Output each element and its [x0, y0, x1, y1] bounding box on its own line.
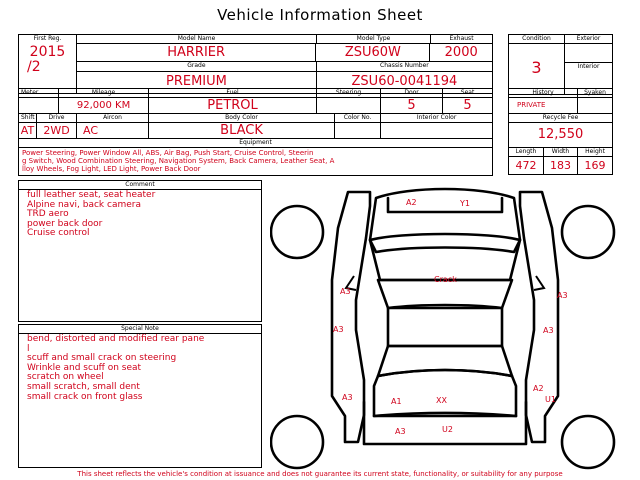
first-reg-cell	[19, 35, 77, 94]
mark-y1: Y1	[460, 199, 470, 208]
comment-line: power back door	[27, 218, 103, 229]
mark-a3-left-upper: A3	[340, 287, 351, 296]
disclaimer-footer: This sheet reflects the vehicle's condition at issuance and does not guarantee its current state, functionality, or suitability for any purpose	[77, 470, 563, 478]
right-mirror-icon	[534, 276, 544, 290]
shift-value: AT	[20, 124, 35, 137]
seat-label: Seat	[460, 89, 475, 96]
roof-outline	[388, 308, 502, 346]
fuel-label: Fuel	[226, 89, 239, 96]
body-color-value: BLACK	[220, 123, 263, 138]
special-note-line: small crack on front glass	[27, 391, 143, 402]
body-color-label: Body Color	[225, 114, 258, 121]
comment-box	[18, 180, 262, 322]
length-label: Length	[515, 148, 537, 155]
condition-value: 3	[531, 58, 542, 77]
comment-line: full leather seat, seat heater	[27, 190, 156, 200]
width-label: Width	[551, 148, 570, 155]
aircon-label: Aircon	[103, 114, 122, 121]
model-type-label: Model Type	[356, 35, 391, 42]
mileage-value: 92,000 KM	[76, 100, 131, 111]
mark-a3-right-mid: A3	[543, 326, 554, 335]
special-note-line: small scratch, small dent	[27, 381, 140, 392]
model-name-label: Model Name	[177, 35, 216, 42]
first-reg-label: First Reg.	[33, 35, 62, 42]
comment-line: Alpine navi, back camera	[27, 199, 141, 210]
special-note-line: bend, distorted and modified rear pane	[27, 334, 205, 344]
rear-bumper-outline	[364, 402, 526, 444]
model-name-value: HARRIER	[77, 44, 316, 61]
spec-grid	[18, 88, 493, 176]
seat-value: 5	[463, 98, 472, 113]
mark-a2-right-lower: A2	[533, 384, 544, 393]
equipment-label: Equipment	[239, 139, 272, 146]
history-value: PRIVATE	[517, 101, 546, 109]
wheel-rear-right-icon	[562, 416, 614, 468]
grade-value: PREMIUM	[77, 72, 317, 93]
top-body-outline	[370, 189, 520, 252]
exhaust-label: Exhaust	[449, 35, 474, 42]
equipment-line-3: lloy Wheels, Fog Light, LED Light, Power Back Door	[22, 165, 201, 173]
mark-a3-right-upper: A3	[557, 291, 568, 300]
condition-label: Condition	[522, 35, 551, 42]
interior-label: Interior	[565, 62, 612, 94]
special-note-line: Wrinkle and scuff on seat	[27, 362, 142, 373]
door-value: 5	[407, 98, 416, 113]
grade-label: Grade	[77, 62, 317, 71]
comment-line: Cruise control	[27, 228, 90, 239]
exhaust-value: 2000	[444, 45, 478, 60]
special-note-box	[18, 324, 262, 468]
drive-label: Drive	[48, 114, 65, 121]
windshield-outline	[378, 280, 512, 308]
special-note-line: l	[27, 343, 30, 354]
rear-window-outline	[378, 346, 512, 376]
comment-label: Comment	[19, 181, 261, 190]
mark-a1: A1	[391, 397, 402, 406]
door-label: Door	[404, 89, 419, 96]
wheel-front-right-icon	[562, 206, 614, 258]
wheel-front-left-icon	[271, 206, 323, 258]
height-value: 169	[584, 159, 606, 172]
width-value: 183	[550, 159, 571, 172]
comment-line: TRD aero	[27, 209, 69, 220]
special-note-line: scuff and small crack on steering	[27, 353, 177, 364]
mark-a3-left-mid: A3	[333, 325, 344, 334]
hood-outline	[370, 234, 520, 280]
length-value: 472	[515, 159, 537, 172]
equipment-line-2: g Switch, Wood Combination Steering, Navigation System, Back Camera, Leather Seat, A	[22, 157, 335, 165]
drive-value: 2WD	[43, 124, 70, 137]
meter-label: Meter	[21, 89, 39, 96]
interior-color-label: Interior Color	[416, 114, 457, 121]
wheel-rear-left-icon	[271, 416, 323, 468]
special-note-label: Special Note	[19, 325, 261, 334]
chassis-value: ZSU60-0041194	[351, 74, 458, 89]
model-type-value: ZSU60W	[316, 44, 430, 61]
mark-a3-bottom: A3	[395, 427, 406, 436]
mark-a3-left-lower: A3	[342, 393, 353, 402]
shift-label: Shift	[21, 114, 35, 121]
equipment-line-1: Power Steering, Power Window All, ABS, Air Bag, Push Start, Cruise Control, Steerin	[22, 149, 314, 157]
chassis-label: Chassis Number	[380, 62, 429, 69]
steering-label: Steering	[335, 89, 362, 96]
color-no-label: Color No.	[343, 114, 372, 121]
recycle-fee-label: Recycle Fee	[542, 114, 579, 121]
mileage-label: Mileage	[91, 89, 116, 96]
mark-crack: Crack	[434, 275, 457, 284]
first-reg-month: /2	[27, 59, 41, 75]
syaken-label: Syaken	[584, 89, 606, 96]
aircon-value: AC	[83, 124, 99, 137]
special-note-line: scratch on wheel	[27, 372, 104, 383]
mark-u2: U2	[442, 425, 453, 434]
history-grid	[508, 88, 613, 175]
tailgate-outline	[374, 370, 516, 416]
mark-xx: XX	[436, 396, 447, 405]
fuel-value: PETROL	[207, 98, 258, 113]
height-label: Height	[585, 148, 605, 155]
exterior-label: Exterior	[576, 35, 601, 42]
recycle-fee-value: 12,550	[537, 127, 584, 142]
main-info-grid	[18, 34, 493, 94]
history-label: History	[532, 89, 554, 96]
mark-a2-top: A2	[406, 198, 417, 207]
condition-grid	[508, 34, 613, 95]
first-reg-year: 2015	[29, 44, 66, 60]
mark-u1: U1	[545, 395, 556, 404]
sheet-title: Vehicle Information Sheet	[217, 6, 423, 24]
